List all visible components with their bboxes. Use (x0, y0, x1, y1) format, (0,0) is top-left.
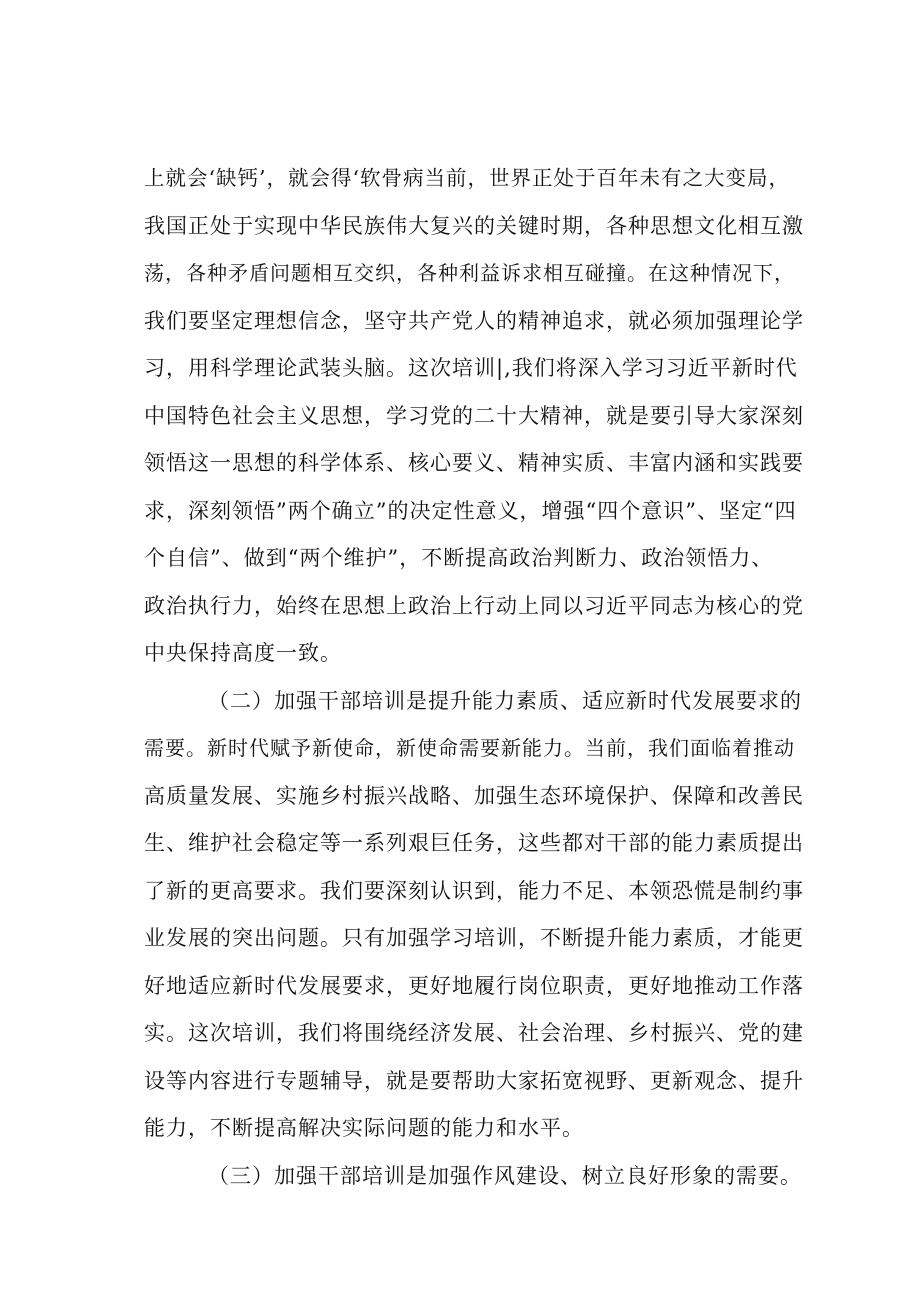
text-line: 荡，各种矛盾问题相互交织，各种利益诉求相互碰撞。在这种情况下， (144, 261, 795, 285)
text-line: 政治执行力，始终在思想上政治上行动上同以习近平同志为核心的党 (144, 593, 804, 618)
text-line: 领悟这一思想的科学体系、核心要义、精神实质、丰富内涵和实践要 (144, 451, 804, 475)
text-line: 生、维护社会稳定等一系列艰巨任务，这些都对干部的能力素质提出 (144, 831, 804, 855)
text-line: 设等内容进行专题辅导，就是要帮助大家拓宽视野、更新观念、提升 (144, 1068, 804, 1093)
text-line: 实。这次培训，我们将围绕经济发展、社会治理、乡村振兴、党的建 (144, 1021, 804, 1045)
text-line: 习，用科学理论武装头脑。这次培训|,我们将深入学习习近平新时代 (144, 356, 798, 380)
text-line: 求，深刻领悟”两个确立”的决定性意义，增强“四个意识”、坚定“四 (144, 498, 797, 523)
text-line: 上就会‘缺钙’，就会得‘软骨病当前，世界正处于百年未有之大变局， (144, 166, 791, 190)
text-line: 我们要坚定理想信念，坚守共产党人的精神追求，就必须加强理论学 (144, 308, 804, 333)
section-heading-two: （二）加强干部培训是提升能力素质、适应新时代发展要求的 (208, 688, 802, 713)
text-line: 能力，不断提高解决实际问题的能力和水平。 (144, 1116, 584, 1140)
text-line: 业发展的突出问题。只有加强学习培训，不断提升能力素质，才能更 (144, 926, 804, 950)
text-line: 需要。新时代赋予新使命，新使命需要新能力。当前，我们面临着推动 (144, 736, 795, 760)
text-line: 我国正处于实现中华民族伟大复兴的关键时期，各种思想文化相互激 (144, 213, 804, 238)
section-heading-three: （三）加强干部培训是加强作风建设、树立良好形象的需要。 (208, 1163, 802, 1188)
text-line: 中央保持高度一致。 (144, 641, 342, 665)
text-line: 高质量发展、实施乡村振兴战略、加强生态环境保护、保障和改善民 (144, 783, 804, 808)
text-line: 中国特色社会主义思想，学习党的二十大精神，就是要引导大家深刻 (144, 403, 804, 428)
text-line: 好地适应新时代发展要求，更好地履行岗位职责，更好地推动工作落 (144, 973, 804, 998)
body-text (144, 155, 804, 1200)
text-line: 了新的更高要求。我们要深刻认识到，能力不足、本领恐慌是制约事 (144, 878, 804, 903)
text-line: 个自信”、做到“两个维护”，不断提高政治判断力、政治领悟力、 (144, 546, 774, 570)
